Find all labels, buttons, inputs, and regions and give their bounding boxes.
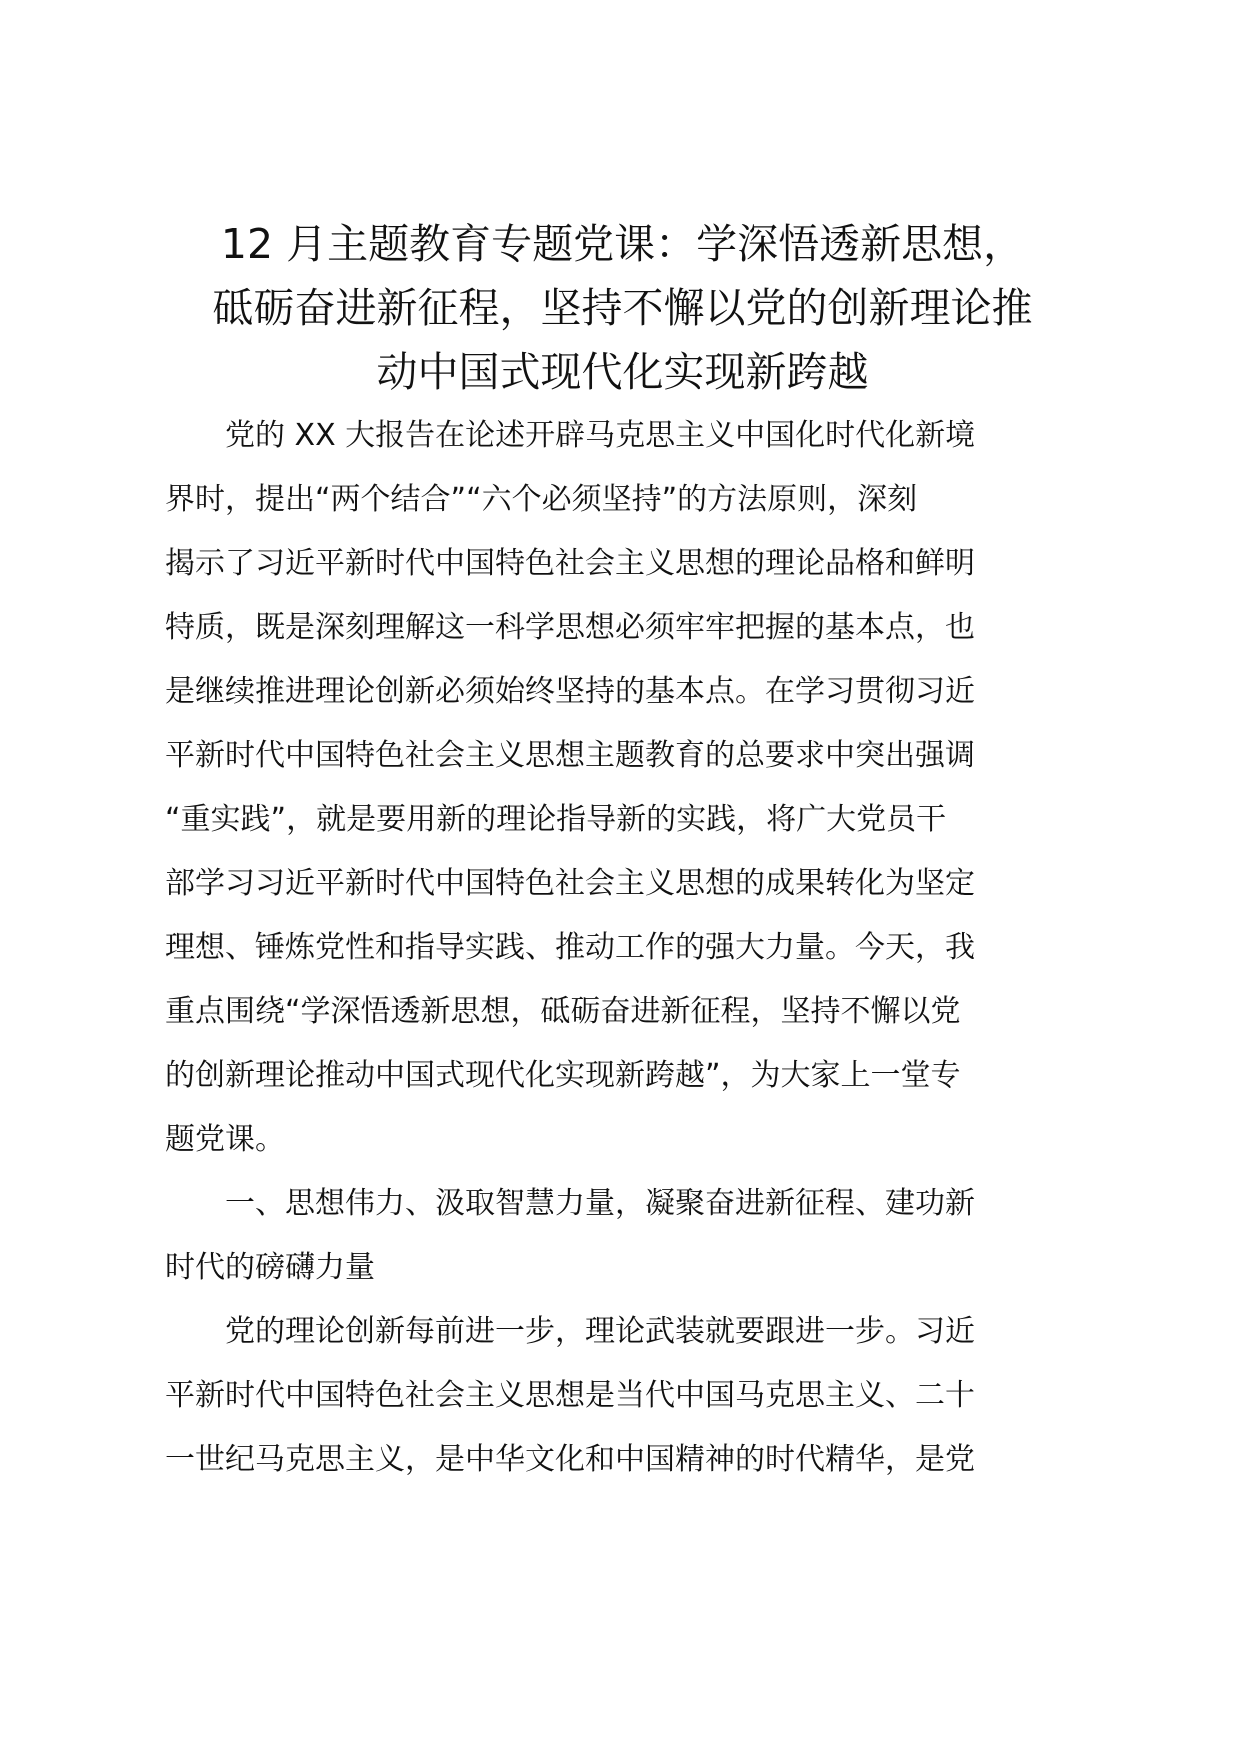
title-line: 砥砺奋进新征程，坚持不懈以党的创新理论推: [212, 284, 1033, 332]
text-line: 平新时代中国特色社会主义思想主题教育的总要求中突出强调: [165, 738, 975, 773]
text-line: 揭示了习近平新时代中国特色社会主义思想的理论品格和鲜明: [165, 546, 975, 581]
intro-paragraph: [165, 404, 1080, 1172]
document-page: [165, 212, 1080, 1492]
text-line: 界时，提出“两个结合”“六个必须坚持”的方法原则，深刻: [165, 482, 918, 517]
text-line: 的创新理论推动中国式现代化实现新跨越”，为大家上一堂专: [165, 1058, 961, 1093]
section-heading: [165, 1172, 1080, 1300]
text-line: 是继续推进理论创新必须始终坚持的基本点。在学习贯彻习近: [165, 674, 975, 709]
text-line: 题党课。: [165, 1122, 285, 1157]
title-line: 12 月主题教育专题党课：学深悟透新思想，: [220, 220, 1025, 268]
text-line: 平新时代中国特色社会主义思想是当代中国马克思主义、二十: [165, 1378, 975, 1413]
text-line: 党的 XX 大报告在论述开辟马克思主义中国化时代化新境: [225, 418, 976, 453]
body-paragraph: [165, 1300, 1080, 1492]
text-line: 特质，既是深刻理解这一科学思想必须牢牢把握的基本点，也: [165, 610, 975, 645]
text-line: 一、思想伟力、汲取智慧力量，凝聚奋进新征程、建功新: [225, 1186, 975, 1221]
document-title: [165, 212, 1080, 404]
text-line: “重实践”，就是要用新的理论指导新的实践，将广大党员干: [165, 802, 947, 837]
title-line: 动中国式现代化实现新跨越: [376, 348, 869, 396]
text-line: 一世纪马克思主义，是中华文化和中国精神的时代精华，是党: [165, 1442, 975, 1477]
text-line: 理想、锤炼党性和指导实践、推动工作的强大力量。今天，我: [165, 930, 975, 965]
text-line: 重点围绕“学深悟透新思想，砥砺奋进新征程，坚持不懈以党: [165, 994, 961, 1029]
text-line: 时代的磅礴力量: [165, 1250, 375, 1285]
text-line: 部学习习近平新时代中国特色社会主义思想的成果转化为坚定: [165, 866, 975, 901]
text-line: 党的理论创新每前进一步，理论武装就要跟进一步。习近: [225, 1314, 975, 1349]
